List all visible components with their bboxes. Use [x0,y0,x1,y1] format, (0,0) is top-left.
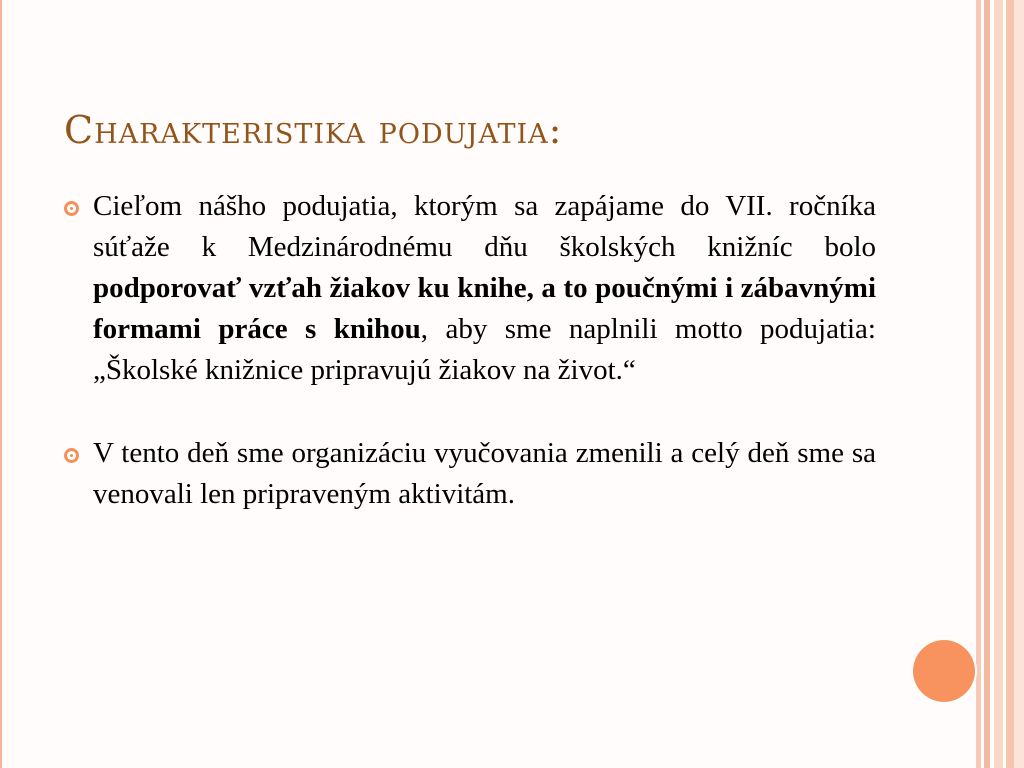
bullet-text: , aby sme naplnili motto podujatia: „Školské knižnice pripravujú žiakov na život.“ [93,313,876,386]
bullet-list [64,186,876,515]
slide-title: Charakteristika podujatia: [64,108,563,152]
circle-bullet-icon [64,448,79,463]
decorative-stripe [1006,0,1014,768]
bullet-text: Cieľom nášho podujatia, ktorým sa zapájame do VII. ročníka súťaže k Medzinárodnému dňu školských knižníc bolo [93,190,876,263]
decorative-stripe [994,0,1003,768]
bullet-item [64,433,876,515]
circle-bullet-icon [64,201,79,216]
orange-circle-decoration [913,640,975,702]
decorative-stripe [1014,0,1024,768]
bullet-item [64,186,876,391]
bullet-text-bold: podporovať vzťah žiakov ku knihe, a to poučnými i zábavnými formami práce s knihou [93,272,876,345]
bullet-text: V tento deň sme organizáciu vyučovania zmenili a celý deň sme sa venovali len pripraveným aktivitám. [93,437,876,510]
